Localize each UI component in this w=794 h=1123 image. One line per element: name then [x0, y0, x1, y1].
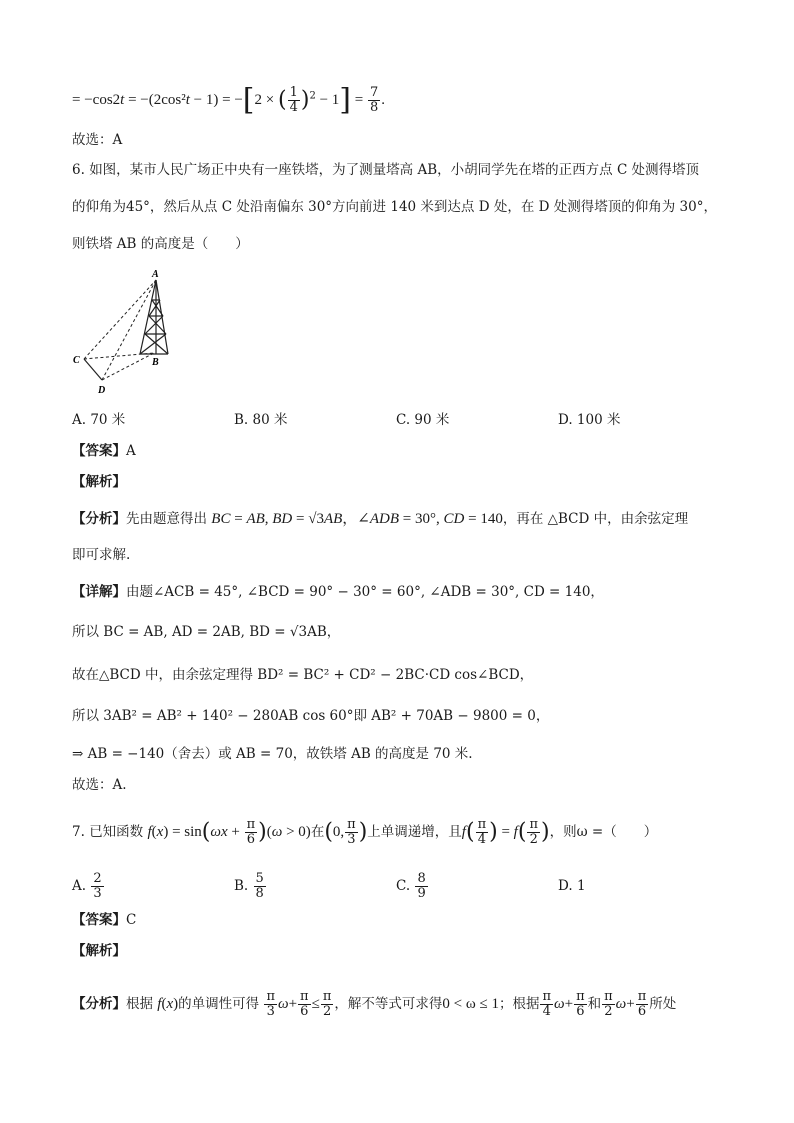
top-formula: = −cos2t = −(2cos²t − 1) = −[2 × ( $\frac{1}{4}$ )$^2$ − 1] = $\frac{7}{8}$ .	[72, 82, 386, 118]
q6-option-b[interactable]: B. 80 米	[234, 412, 288, 428]
label-B: B	[152, 357, 159, 368]
q7-option-a[interactable]: A. $\frac{2}{3}$	[72, 871, 102, 901]
fraction-result: $\frac{7}{8}$	[369, 85, 379, 115]
q7-option-c[interactable]: C. $\frac{8}{9}$	[396, 871, 426, 901]
tower-figure	[70, 266, 180, 398]
q6-detail-line4: 所以 3AB² = AB² + 140² − 280AB cos 60°即 AB² + 70AB − 9800 = 0，	[72, 708, 550, 724]
q6-text-line2: 的仰角为45°，然后从点 C 处沿南偏东 30°方向前进 140 米到达点 D 处，在 D 处测得塔顶的仰角为 30°，	[72, 199, 717, 215]
q6-detail-line2: 所以 BC = AB, AD = 2AB, BD = √3AB，	[72, 624, 341, 640]
q7-fenxi: 【分析】根据 f(x)的单调性可得 $\frac{\pi}{3}$ ω+ $\frac{\pi}{6}$ ≤ $\frac{\pi}{2}$ ，解不等式可求得0 < ω ≤ 1；根据 $\frac{\pi}{4}$ ω+ $\frac{\pi}{6}$ 和 $\frac{\pi}{2}$ ω+ $\frac{\pi}{6}$ 所处	[72, 989, 677, 1019]
q7-option-b[interactable]: B. $\frac{5}{8}$	[234, 871, 264, 901]
label-A: A	[152, 269, 159, 280]
q6-text-line3: 则铁塔 AB 的高度是（ ）	[72, 236, 249, 252]
q7-option-d[interactable]: D. 1	[558, 878, 586, 894]
q6-detail-line5: ⇒ AB = −140（舍去）或 AB = 70，故铁塔 AB 的高度是 70 米.	[72, 746, 473, 762]
q6-number: 6.	[72, 162, 85, 178]
q6-fenxi-line1: 【分析】先由题意得出 BC = AB, BD = √3AB，∠ADB = 30°, CD = 140，再在 △BCD 中，由余弦定理	[72, 511, 689, 527]
q6-option-a[interactable]: A. 70 米	[72, 412, 126, 428]
q6-answer: 【答案】A	[72, 443, 136, 459]
q6-text1: 如图，某市人民广场正中央有一座铁塔，为了测量塔高 AB，小胡同学先在塔的正西方点 C 处测得塔顶	[89, 162, 700, 178]
q6-analysis-tag: 【解析】	[72, 474, 126, 490]
label-D: D	[98, 385, 106, 396]
q6-detail-line3: 故在△BCD 中，由余弦定理得 BD² = BC² + CD² − 2BC·CD cos∠BCD，	[72, 667, 534, 683]
label-C: C	[73, 355, 80, 366]
q7-stem: 7. 已知函数 f(x) = sin(ωx + $\frac{\pi}{6}$ )(ω > 0)在(0, $\frac{\pi}{3}$ )上单调递增，且f( $\frac{\pi}{4}$ ) = f( $\frac{\pi}{2}$ )，则ω =（ ）	[72, 817, 658, 847]
prev-result: 故选：A	[72, 132, 123, 148]
q6-fenxi-line2: 即可求解.	[72, 547, 131, 563]
q6-text-line1	[72, 160, 699, 180]
q6-option-c[interactable]: C. 90 米	[396, 412, 450, 428]
q6-result: 故选：A.	[72, 777, 127, 793]
q6-option-d[interactable]: D. 100 米	[558, 412, 621, 428]
q7-analysis-tag: 【解析】	[72, 943, 126, 959]
q7-answer: 【答案】C	[72, 912, 137, 928]
q6-detail-line1: 【详解】由题∠ACB = 45°, ∠BCD = 90° − 30° = 60°, ∠ADB = 30°, CD = 140，	[72, 584, 604, 600]
fraction-quarter: $\frac{1}{4}$	[289, 85, 298, 115]
